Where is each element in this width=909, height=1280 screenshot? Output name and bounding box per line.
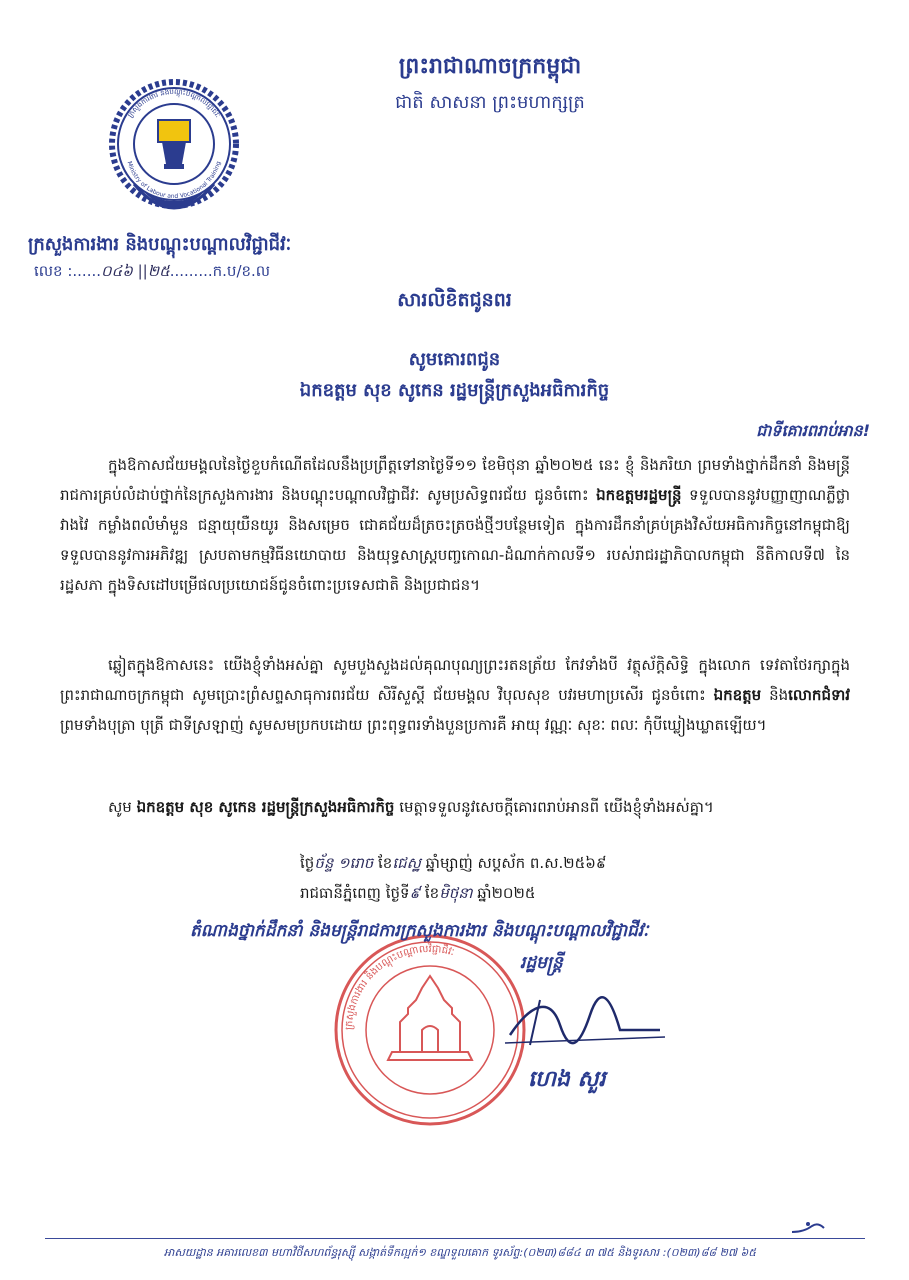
body-paragraph: [60, 450, 850, 600]
signatory-title: រដ្ឋមន្ត្រី: [520, 953, 563, 973]
footer-ornament-icon: [790, 1218, 830, 1238]
body-paragraph: [60, 650, 850, 740]
footer-address: អាសយដ្ឋាន អគារលេខ៣ មហាវិថីសហព័ន្ធរុស្ស៊ី សង្កាត់ទឹកល្អក់១ ខណ្ឌទួលគោក ទូរស័ព្ទ:(០២៣)៨៨៤ ៣ ៧៥ និងទូរសារ :(០២៣)៨៨ ២៧ ៦៥: [163, 1246, 757, 1259]
paragraph-text: សូម: [108, 798, 137, 816]
paragraph-emphasis: ឯកឧត្តម: [713, 686, 762, 704]
paragraph-text: និង: [761, 686, 789, 704]
paragraph-text: ឆ្លៀតក្នុងឱកាសនេះ យើងខ្ញុំទាំងអស់គ្នា សូមបួងសួងដល់គុណបុណ្យព្រះរតនត្រ័យ កែវទាំងបី វត្ថុស័ក្តិសិទ្ធិ ក្នុងលោក ទេវតាថែរក្សាក្នុងព្រះរាជាណាចក្រកម្ពុជា សូមប្រោះព្រំសព្ទសាធុការពរជ័យ សិរីសួស្តី ជ័យមង្គល វិបុលសុខ បវរមហាប្រសើរ ជូនចំពោះ: [60, 656, 850, 704]
date-text: ឆ្នាំម្សាញ់ សប្តស័ក ព.ស.២៥៦៩: [420, 854, 607, 872]
date-text: រាជធានីភ្នំពេញ ថ្ងៃទី: [300, 884, 410, 902]
body-paragraph: [60, 792, 850, 822]
footer-divider: [45, 1238, 865, 1239]
logo-ring-text-km: ក្រសួងការងារ និងបណ្ដុះបណ្ដាលវិជ្ជាជីវៈ: [126, 87, 222, 120]
ministry-name: ក្រសួងការងារ និងបណ្តុះបណ្តាលវិជ្ជាជីវៈ: [28, 234, 292, 255]
paragraph-text: ទទួលបាននូវបញ្ញាញាណភ្លឺថ្លាវាងវៃ កម្លាំងពលំមាំមួន ជន្មាយុយឺនយូរ និងសម្រេច ជោគជ័យដ៏ត្រចះត្រចង់ថ្មីៗបន្ថែមទៀត ក្នុងការដឹកនាំគ្រប់គ្រងវិស័យអធិការកិច្ចនៅកម្ពុជាឱ្យទទួលបាននូវការអភិវឌ្ឍ ស្របតាមកម្មវិធីនយោបាយ និងយុទ្ធសាស្ត្របញ្ចកោណ-ដំណាក់កាលទី១ របស់រាជរដ្ឋាភិបាលកម្ពុជា នីតិកាលទី៧ នៃរដ្ឋសភា ក្នុងទិសដៅបម្រើផលប្រយោជន៍ជូនចំពោះប្រទេសជាតិ និងប្រជាជន។: [60, 486, 850, 594]
reference-suffix: ក.ប/ខ.ល: [212, 262, 271, 280]
handwritten-signature: [500, 985, 670, 1055]
date-handwritten: ច័ន្ទ ១រោច: [314, 854, 374, 872]
reference-dots: .........: [169, 262, 213, 280]
date-handwritten: ៩: [409, 884, 421, 902]
national-motto: ជាតិ សាសនា ព្រះមហាក្សត្រ: [395, 92, 585, 113]
recipient-name: ឯកឧត្តម សុខ សូកេន រដ្ឋមន្ត្រីក្រសួងអធិការកិច្ច: [299, 380, 610, 401]
respectfully-to: សូមគោរពជូន: [408, 349, 501, 370]
solar-date: [300, 884, 860, 906]
document-title: សារលិខិតជូនពរ: [397, 289, 512, 311]
lunar-date: [300, 854, 860, 876]
reference-handwritten-value: ០៤៦ ||២៥: [101, 262, 170, 280]
paragraph-text: ក្នុងឱកាសជ័យមង្គលនៃថ្ងៃខួបកំណើតដែលនឹងប្រព្រឹត្តទៅនាថ្ងៃទី១១ ខែមិថុនា ឆ្នាំ២០២៥ នេះ ខ្ញុំ និងភរិយា ព្រមទាំងថ្នាក់ដឹកនាំ និងមន្ត្រីរាជការគ្រប់លំដាប់ថ្នាក់នៃក្រសួងការងារ និងបណ្តុះបណ្តាលវិជ្ជាជីវៈ សូមប្រសិទ្ធពរជ័យ ជូនចំពោះ: [60, 456, 850, 504]
svg-text:ក្រសួងការងារ និងបណ្តុះបណ្តាលវិ: [344, 942, 456, 1030]
paragraph-emphasis: ឯកឧត្តមរដ្ឋមន្ត្រី: [596, 486, 682, 504]
paragraph-text: មេត្តាទទួលនូវសេចក្តីគោរពរាប់អានពី យើងខ្ញុំទាំងអស់គ្នា។: [394, 798, 714, 816]
date-handwritten: មិថុនា: [439, 884, 473, 902]
reference-dots: ......: [72, 262, 101, 280]
seal-ring-text: ក្រសួងការងារ និងបណ្តុះបណ្តាលវិជ្ជាជីវៈ: [343, 943, 456, 1031]
date-text: ថ្ងៃ: [300, 854, 315, 872]
signatory-heading: តំណាងថ្នាក់ដឹកនាំ និងមន្ត្រីរាជការក្រសួងការងារ និងបណ្តុះបណ្តាលវិជ្ជាជីវៈ: [190, 921, 649, 941]
reference-label: លេខ :: [34, 262, 73, 280]
date-text: ឆ្នាំ២០២៥: [472, 884, 536, 902]
signatory-name: ហេង សួរ: [528, 1067, 606, 1092]
ministry-logo: [104, 72, 244, 232]
paragraph-emphasis: ឯកឧត្តម សុខ សូកេន រដ្ឋមន្ត្រីក្រសួងអធិការកិច្ច: [136, 798, 395, 816]
salutation: ជាទីគោរពរាប់អាន!: [756, 421, 870, 440]
logo-ring-text-en: Ministry of Labour and Vocational Training: [125, 160, 223, 201]
reference-number: [34, 262, 414, 284]
date-text: ខែ: [373, 854, 393, 872]
date-handwritten: ជេស្ឋ: [392, 854, 421, 872]
paragraph-text: ព្រមទាំងបុត្រា បុត្រី ជាទីស្រឡាញ់ សូមសមប្រកបដោយ ព្រះពុទ្ធពរទាំងបួនប្រការគឺ អាយុ វណ្ណៈ សុខៈ ពលៈ កុំបីឃ្លៀងឃ្លាតឡើយ។: [60, 716, 767, 734]
paragraph-emphasis: លោកជំទាវ: [788, 686, 851, 704]
date-text: ខែ: [420, 884, 440, 902]
kingdom-heading: ព្រះរាជាណាចក្រកម្ពុជា: [398, 54, 582, 79]
